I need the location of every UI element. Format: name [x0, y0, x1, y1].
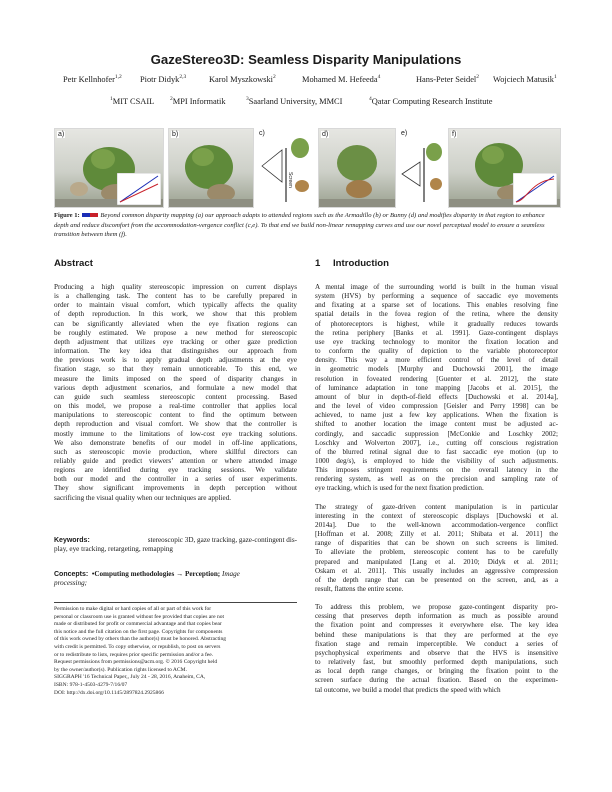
introduction-line: 2014a]. Due to the well-known accommodation-vergence conflict — [315, 520, 558, 529]
concepts-arrow: → — [176, 570, 184, 578]
abstract-line: reliably guide and predict viewers’ attention or where attended image — [54, 456, 297, 465]
keywords-label: Keywords: — [54, 537, 90, 544]
panel-label: b) — [172, 131, 179, 138]
abstract-line: regions are identified during eye tracking sessions. We validate — [54, 466, 297, 475]
figure-panel-d — [318, 128, 396, 208]
introduction-line: to relatively fast, but smoothly performed depth manipulations, such — [315, 658, 558, 667]
abstract-line: the previous work is to apply gradual depth adjustments at the eye — [54, 356, 297, 365]
permission-notice — [54, 606, 297, 697]
abstract-line: sacrificing the visual quality when our techniques are applied. — [54, 493, 232, 502]
permission-rule — [54, 602, 297, 603]
introduction-line: cordingly, and saccadic suppression [McConkie and Loschky 2002; — [315, 429, 558, 438]
introduction-line: of the blurred retinal signal due to fast saccadic eye motion (up to — [315, 447, 558, 456]
keywords-text: stereoscopic 3D, gaze tracking, gaze-contingent dis- — [147, 536, 297, 544]
introduction-line: fixation stage and remain imperceptible. We conduct a series of — [315, 639, 558, 648]
introduction-line: of photoreceptors is highest, while it gradually reduces towards — [315, 319, 558, 328]
introduction-line: of luminance adaptation in tone mapping [Jacobs et al. 2015], the — [315, 383, 558, 392]
concepts — [54, 570, 297, 588]
introduction-heading — [315, 258, 389, 269]
abstract-line: various depth adjustment scenarios, and formulate a new model that — [54, 383, 297, 392]
introduction-line: interesting in the context of stereoscopic displays [Duchowski et al. — [315, 511, 558, 520]
vergence-diagram — [398, 128, 444, 206]
panel-label: a) — [58, 131, 65, 138]
permission-line: made or distributed for profit or commercial advantage and that copies bear — [54, 621, 222, 628]
abstract-line: We also demonstrate benefits of our model in off-line applications, — [54, 438, 297, 447]
introduction-line: Oskam et al. 2011]. This usually includes an aggressive compression — [315, 566, 558, 575]
abstract-line: can be significantly alleviated when the eye fixation regions can — [54, 319, 297, 328]
author: Hans-Peter Seidel$^2$ — [416, 74, 479, 84]
introduction-line: and the level of video compression [Geisler and Perry 1998] can be — [315, 402, 558, 411]
author: Piotr Didyk$^{2,3}$ — [140, 74, 187, 84]
introduction-line: system (HVS) by performing a sequence of saccadic eye movements — [315, 292, 558, 301]
abstract-line: of depth reproduction. In this work, we show that this problem — [54, 310, 297, 319]
abstract-line: is a challenging task. The content has to be carefully prepared in — [54, 292, 297, 301]
figure-panel-b — [168, 128, 254, 208]
permission-line: Request permissions from permissions@acm.org. © 2016 Copyright held — [54, 659, 218, 666]
panel-label: f) — [452, 131, 457, 138]
abstract-line: such as stereoscopic movie production, where skillful directors can — [54, 447, 297, 456]
author: Karol Myszkowski$^2$ — [209, 74, 276, 84]
introduction-line: and fixating at a sparse set of locations. This enables resolving fine — [315, 301, 558, 310]
panel-label: c) — [259, 130, 265, 137]
abstract-line: measure the limits imposed on the speed of disparity changes in — [54, 374, 297, 383]
affiliation: $^3$Saarland University, MMCI — [246, 96, 343, 106]
abstract-line: both our model and the controller in a series of user experiments. — [54, 475, 297, 484]
introduction-line: as local depth range changes, or bringing the fixation point to the — [315, 667, 558, 676]
abstract-line: be roughly estimated. We propose a new method for stereoscopic — [54, 328, 297, 337]
introduction-line: range of disparities that can be shown on such screens is limited. — [315, 539, 558, 548]
concepts-term: Image — [221, 570, 240, 578]
abstract-line: information. The key idea that distinguishes our approach from — [54, 347, 297, 356]
abstract-line: on this model, we propose a real-time controller that applies local — [54, 402, 297, 411]
introduction-line: the fixation point and compresses it everywhere else. The key idea — [315, 621, 558, 630]
concepts-label: Concepts: — [54, 571, 89, 578]
introduction-line: the retina periphery [Banks et al. 1991]. Gaze-contingent displays — [315, 328, 558, 337]
permission-line: SIGGRAPH '16 Technical Paper,, July 24 - 28, 2016, Anaheim, CA, — [54, 674, 206, 681]
introduction-body — [315, 283, 558, 695]
author: Wojciech Matusik$^1$ — [493, 74, 557, 84]
abstract-line: manipulations to stereoscopic content to find the optimum between — [54, 411, 297, 420]
concepts-term: processing; — [54, 579, 88, 588]
introduction-line: Loschky and Wolverton 2007], i.e., cutting off conscious registration — [315, 438, 558, 447]
figure-panel-f — [448, 128, 561, 208]
introduction-line: of the depth range that can be presented on the screen, and, as a — [315, 575, 558, 584]
concepts-term: Computing methodologies — [94, 570, 175, 578]
disparity-curve-inset — [117, 173, 161, 205]
abstract-line: depth reproduction and visual comfort. We show that the controller is — [54, 420, 297, 429]
armadillo-attended-image — [169, 129, 253, 207]
permission-line: with credit is permitted. To copy otherwise, or republish, to post on servers — [54, 643, 221, 650]
introduction-line: result, flattens the entire scene. — [315, 585, 404, 593]
panel-label: e) — [401, 130, 408, 137]
introduction-line: behind these manipulations is that they are performed at the eye — [315, 630, 558, 639]
introduction-line: prepared and manipulated [Lang et al. 2010; Didyk et al. 2011; — [315, 557, 558, 566]
introduction-line: 1000 deg/s), is employed to hide the visibility of such adjustments. — [315, 456, 558, 465]
permission-line: ISBN: 978-1-4503-4279-7/16/07 — [54, 681, 128, 688]
introduction-line: A mental image of the surrounding world is built in the human visual — [315, 283, 558, 291]
author: Petr Kellnhofer$^{1,2}$ — [63, 74, 122, 84]
screen-label: Screen — [287, 172, 293, 188]
figure-caption-label: Figure 1: — [54, 212, 80, 219]
introduction-line: psychophysical experiments and observe that the HVS is insensitive — [315, 648, 558, 657]
affiliation: $^1$MIT CSAIL — [110, 96, 155, 106]
teaser-figure — [54, 128, 559, 206]
permission-line: or to redistribute to lists, requires prior specific permission and/or a fee. — [54, 651, 214, 658]
paper-title: GazeStereo3D: Seamless Disparity Manipulations — [150, 52, 462, 67]
introduction-line: amount of blur in depth-of-field effects [Duchowski et al. 2014a], — [315, 392, 558, 401]
figure-panel-e — [398, 128, 444, 206]
vergence-diagram — [256, 128, 312, 206]
introduction-line: To alleviate the problem, stereoscopic content has to be carefully — [315, 548, 558, 557]
panel-label: d) — [322, 131, 329, 138]
introduction-line: rendering system, as well as on the precision and sampling rate of — [315, 475, 558, 484]
affiliation: $^2$MPI Informatik — [170, 96, 226, 106]
introduction-line: eye tracking, which is used for the next fixation prediction. — [315, 484, 484, 493]
concepts-bullet: • — [91, 570, 95, 578]
introduction-line: use eye tracking technology to monitor the fixation location and — [315, 337, 558, 346]
abstract-line: fixation stage, so that they remain unnoticeable. To this end, we — [54, 365, 297, 374]
abstract-heading: Abstract — [54, 258, 93, 269]
introduction-line: achieved, to name just a few key applications. When the fixation is — [315, 411, 558, 420]
section-title: Introduction — [333, 258, 389, 269]
abstract-line: mostly immune to the limitations of low-cost eye tracking solutions. — [54, 429, 297, 438]
concepts-term: Perception; — [185, 570, 221, 578]
figure-panel-a — [54, 128, 164, 208]
introduction-line: to conform the quality of depiction to the variable photoreceptor — [315, 347, 558, 356]
introduction-line: resolution in foveated rendering [Guenter et al. 2012], the state — [315, 374, 558, 383]
introduction-line: screen surface during the actual fixation. Based on the experimen- — [315, 676, 558, 685]
abstract-line: depth adjustment that utilizes eye tracking or other gaze prediction — [54, 337, 297, 346]
introduction-line: To address this problem, we propose gaze-contingent disparity pro- — [315, 603, 558, 612]
legend-swatch-icon — [82, 213, 98, 217]
figure-panel-c — [256, 128, 312, 206]
abstract-line: Producing a high quality stereoscopic impression on current displays — [54, 283, 297, 291]
abstract-body — [54, 283, 297, 503]
introduction-line: tal outcome, we build a model that predicts the speed with which — [315, 685, 501, 694]
abstract-line: can guide such seamless stereoscopic content processing. Based — [54, 392, 297, 401]
affiliation: $^4$Qatar Computing Research Institute — [369, 96, 493, 106]
keywords — [54, 536, 297, 554]
permission-line: Permission to make digital or hard copies of all or part of this work for — [54, 606, 212, 612]
bunny-attended-image — [319, 129, 395, 207]
introduction-line: This imposes stringent requirements on the overall latency in the — [315, 466, 558, 475]
introduction-line: cessing that preserves depth information as much as possible around — [315, 612, 558, 621]
disparity-curve-inset — [513, 173, 557, 205]
abstract-line: They show significant improvements in depth perception without — [54, 484, 297, 493]
permission-line: this notice and the full citation on the first page. Copyrights for components — [54, 628, 223, 635]
introduction-line: shifted to another location the image content must be adjusted ac- — [315, 420, 558, 429]
figure-caption-text: Beyond common disparity mapping (a) our approach adapts to attended regions such as the Armadillo (b) or Bunny (d) and modifies disparity in that region to enhance depth and reduce discomfort from the accommodation-vergence conflict (c,e). To that end we build non-linear remapping curves and use our novel perceptual model to ensure a seamless transition between them (f). — [54, 212, 545, 238]
keywords-text: play, eye tracking, retargeting, remapping — [54, 545, 173, 554]
abstract-line: order to maintain visual comfort, which typically affects the quality — [54, 301, 297, 310]
permission-line: by the owner/author(s). Publication rights licensed to ACM. — [54, 666, 187, 673]
permission-line: of this work owned by others than the author(s) must be honored. Abstracting — [54, 636, 227, 643]
section-number: 1 — [315, 258, 321, 269]
permission-line: DOI: http://dx.doi.org/10.1145/2897824.2925866 — [54, 689, 164, 696]
introduction-line: [Hoffman et al. 2008; Zilly et al. 2011; Shibata et al. 2011] the — [315, 530, 558, 539]
introduction-line: The strategy of gaze-driven content manipulation is in particular — [315, 502, 558, 511]
introduction-line: density. This way a more efficient control of the level of detail — [315, 356, 558, 365]
figure-caption — [54, 211, 559, 240]
permission-line: personal or classroom use is granted without fee provided that copies are not — [54, 613, 225, 620]
introduction-line: in geometric models [Murphy and Duchowski 2001], the image — [315, 365, 558, 374]
introduction-line: spatial details in the fovea region of the retina, where the density — [315, 310, 558, 319]
author: Mohamed M. Hefeeda$^4$ — [302, 74, 381, 84]
